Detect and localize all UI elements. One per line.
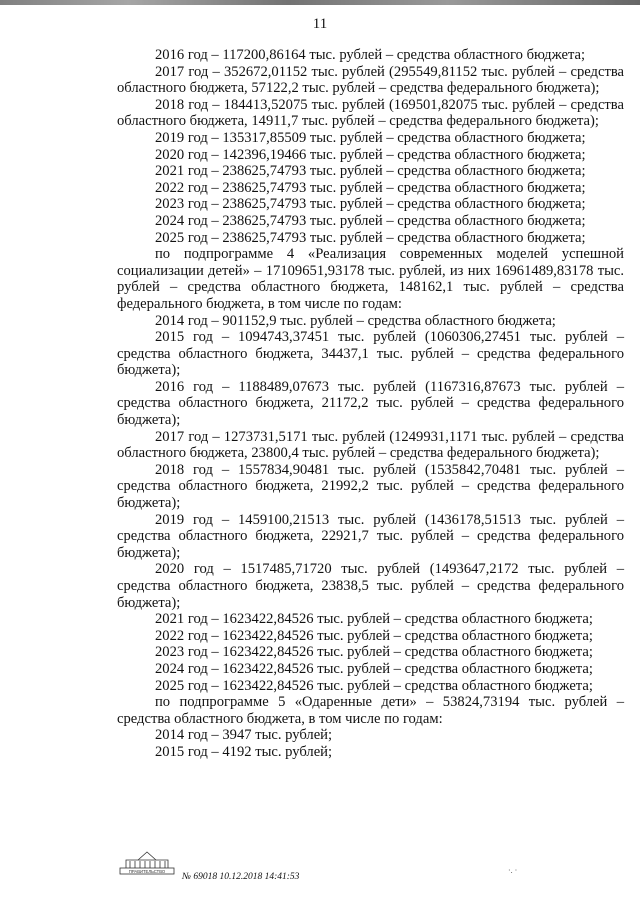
paragraph-sp5-2014: 2014 год – 3947 тыс. рублей; <box>155 727 333 744</box>
paragraph-sp4-2018: 2018 год – 1557834,90481 тыс. рублей (1535842,70481 тыс. рублей – средства областного бюджета, 21992,2 тыс. рублей – средства федерального бюджета); <box>117 461 624 512</box>
paragraph-sp5-2015: 2015 год – 4192 тыс. рублей; <box>155 743 333 760</box>
paragraph-2023: 2023 год – 238625,74793 тыс. рублей – средства областного бюджета; <box>155 196 586 213</box>
paragraph-2024: 2024 год – 238625,74793 тыс. рублей – средства областного бюджета; <box>155 212 586 229</box>
paragraph-sp4-2017: 2017 год – 1273731,5171 тыс. рублей (1249931,1171 тыс. рублей – средства областного бюджета, 23800,4 тыс. рублей – средства федерального бюджета); <box>117 428 624 462</box>
paragraph-2025: 2025 год – 238625,74793 тыс. рублей – средства областного бюджета; <box>155 229 586 246</box>
paragraph-sp4-2019: 2019 год – 1459100,21513 тыс. рублей (1436178,51513 тыс. рублей – средства областного бюджета, 22921,7 тыс. рублей – средства федерального бюджета); <box>117 511 624 561</box>
paragraph-sp4-2023: 2023 год – 1623422,84526 тыс. рублей – средства областного бюджета; <box>155 644 593 661</box>
paragraph-2017: 2017 год – 352672,01152 тыс. рублей (295549,81152 тыс. рублей – средства областного бюджета, 57122,2 тыс. рублей – средства федерального бюджета); <box>117 63 624 97</box>
paragraph-2019: 2019 год – 135317,85509 тыс. рублей – средства областного бюджета; <box>155 129 586 146</box>
paragraph-sp4-2020: 2020 год – 1517485,71720 тыс. рублей (1493647,2172 тыс. рублей – средства областного бюджета, 23838,5 тыс. рублей – средства федерального бюджета); <box>117 561 624 611</box>
paragraph-2022: 2022 год – 238625,74793 тыс. рублей – средства областного бюджета; <box>155 179 586 196</box>
scan-speck: ·. · <box>508 866 518 875</box>
paragraph-subprogram-5: по подпрограмме 5 «Одаренные дети» – 53824,73194 тыс. рублей – средства областного бюджета, в том числе по годам: <box>117 694 624 727</box>
paragraph-sp4-2015: 2015 год – 1094743,37451 тыс. рублей (1060306,27451 тыс. рублей – средства областного бюджета, 34437,1 тыс. рублей – средства федерального бюджета); <box>117 329 624 379</box>
document-body <box>117 47 624 761</box>
paragraph-2021: 2021 год – 238625,74793 тыс. рублей – средства областного бюджета; <box>155 163 586 180</box>
stamp-caption: ПРАВИТЕЛЬСТВО <box>128 869 166 874</box>
scan-top-edge <box>0 0 640 5</box>
paragraph-2020: 2020 год – 142396,19466 тыс. рублей – средства областного бюджета; <box>155 146 586 163</box>
paragraph-sp4-2016: 2016 год – 1188489,07673 тыс. рублей (1167316,87673 тыс. рублей – средства областного бюджета, 21172,2 тыс. рублей – средства федерального бюджета); <box>117 378 624 429</box>
government-building-stamp <box>118 848 176 878</box>
building-stamp-icon <box>118 848 176 878</box>
paragraph-sp4-2025: 2025 год – 1623422,84526 тыс. рублей – средства областного бюджета; <box>155 677 593 694</box>
paragraph-sp4-2021: 2021 год – 1623422,84526 тыс. рублей – средства областного бюджета; <box>155 611 593 628</box>
page-number: 11 <box>312 16 328 32</box>
paragraph-sp4-2024: 2024 год – 1623422,84526 тыс. рублей – средства областного бюджета; <box>155 660 593 677</box>
paragraph-sp4-2014: 2014 год – 901152,9 тыс. рублей – средства областного бюджета; <box>155 312 556 329</box>
document-registration-mark: № 69018 10.12.2018 14:41:53 <box>182 872 300 882</box>
paragraph-sp4-2022: 2022 год – 1623422,84526 тыс. рублей – средства областного бюджета; <box>155 627 593 644</box>
paragraph-2016: 2016 год – 117200,86164 тыс. рублей – средства областного бюджета; <box>155 47 586 63</box>
paragraph-subprogram-4: по подпрограмме 4 «Реализация современных моделей успешной социализации детей» – 17109651,93178 тыс. рублей, из них 16961489,83178 тыс. рублей – средства областного бюджета, 148162,1 тыс. рублей – средства федерального бюджета, в том числе по годам: <box>117 246 624 312</box>
paragraph-2018: 2018 год – 184413,52075 тыс. рублей (169501,82075 тыс. рублей – средства областного бюджета, 14911,7 тыс. рублей – средства федерального бюджета); <box>117 96 624 130</box>
